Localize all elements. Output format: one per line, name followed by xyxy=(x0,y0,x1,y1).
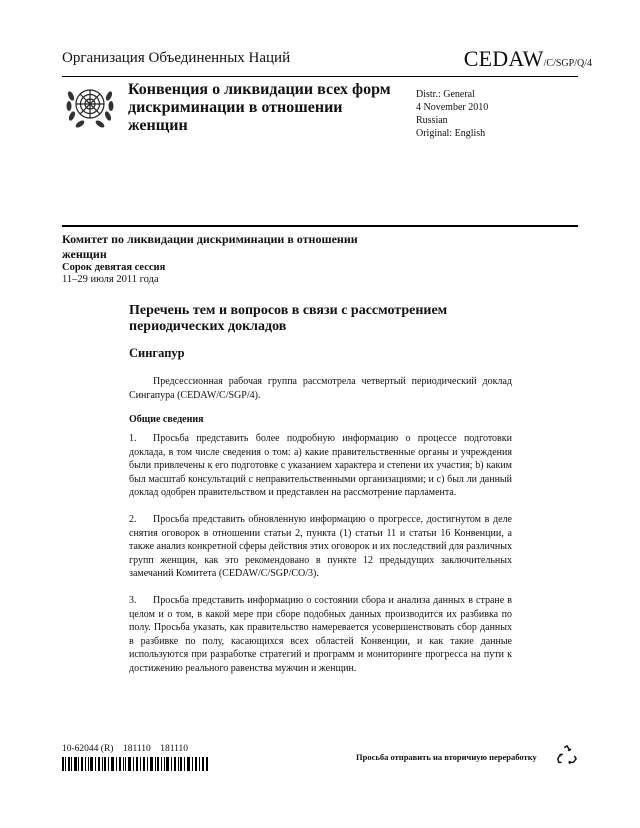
paragraph-text: Просьба представить более подробную информацию о процессе подготовки доклада, в том числе сведения о том: a) какие правительственные органы и учреждения были привлечены к его подготовке с указанием характера и степени их участия; b) каким был масштаб консультаций с неправительственными организациями; и c) был ли данный доклад одобрен правительством и представлен на рассмотрение парламента. xyxy=(129,433,512,498)
paragraph-2 xyxy=(129,513,512,581)
symbol-suffix: /C/SGP/Q/4 xyxy=(543,58,592,69)
committee-title: Комитет по ликвидации дискриминации в отношении женщин xyxy=(62,232,358,261)
distribution-line: Russian xyxy=(416,115,448,126)
paragraph-text: Просьба представить информацию о состоянии сбора и анализа данных в стране в целом и о том, в какой мере при сборе подобных данных производится их разбивка по полу. Просьба указать, как правительство намеревается усовершенствовать сбор данных в разбивке по полу, касающихся всех областей Конвенции, и как такие данные используются при разработке стратегий и программ и мониторинге прогресса на пути к достижению реального равенства мужчин и женщин. xyxy=(129,595,512,674)
recycle-notice: Просьба отправить на вторичную переработку xyxy=(356,752,537,762)
paragraph-number: 3. xyxy=(129,595,137,606)
section-rule xyxy=(62,225,578,227)
session-name: Сорок девятая сессия xyxy=(62,262,166,273)
paragraph-1 xyxy=(129,432,512,500)
paragraph-number: 1. xyxy=(129,433,137,444)
section-heading: Общие сведения xyxy=(129,414,204,425)
distribution-line: Distr.: General xyxy=(416,89,475,100)
un-emblem-icon xyxy=(64,80,116,132)
distribution-block xyxy=(416,88,488,140)
paragraph-3 xyxy=(129,594,512,675)
distribution-line: Original: English xyxy=(416,128,486,139)
header-rule xyxy=(62,76,578,77)
organization-name: Организация Объединенных Наций xyxy=(62,50,291,66)
paragraph-number: 2. xyxy=(129,514,137,525)
symbol-main: CEDAW xyxy=(463,46,544,71)
paragraph-text: Просьба представить обновленную информацию о прогрессе, достигнутом в деле снятия оговорок в отношении статьи 2, пункта (1) статьи 11 и статьи 16 Конвенции, а также анализ конкретной сферы действия этих оговорок и их последствий для различных групп женщин, как это рекомендовано в пункте 12 предыдущих заключительных замечаний Комитета (CEDAW/C/SGP/CO/3). xyxy=(129,514,512,579)
intro-paragraph: Предсессионная рабочая группа рассмотрела четвертый периодический доклад Сингапура (CEDAW/C/SGP/4). xyxy=(129,376,512,401)
convention-title: Конвенция о ликвидации всех форм дискриминации в отношении женщин xyxy=(128,81,391,134)
document-title: Перечень тем и вопросов в связи с рассмотрением периодических докладов xyxy=(129,303,448,334)
session-dates: 11–29 июля 2011 года xyxy=(62,274,159,285)
document-symbol xyxy=(464,46,592,72)
recycle-icon xyxy=(556,744,578,766)
footer-document-id: 10-62044 (R) 181110 181110 xyxy=(62,744,189,754)
country-heading: Сингапур xyxy=(129,346,185,360)
barcode xyxy=(62,757,208,771)
distribution-line: 4 November 2010 xyxy=(416,102,489,113)
